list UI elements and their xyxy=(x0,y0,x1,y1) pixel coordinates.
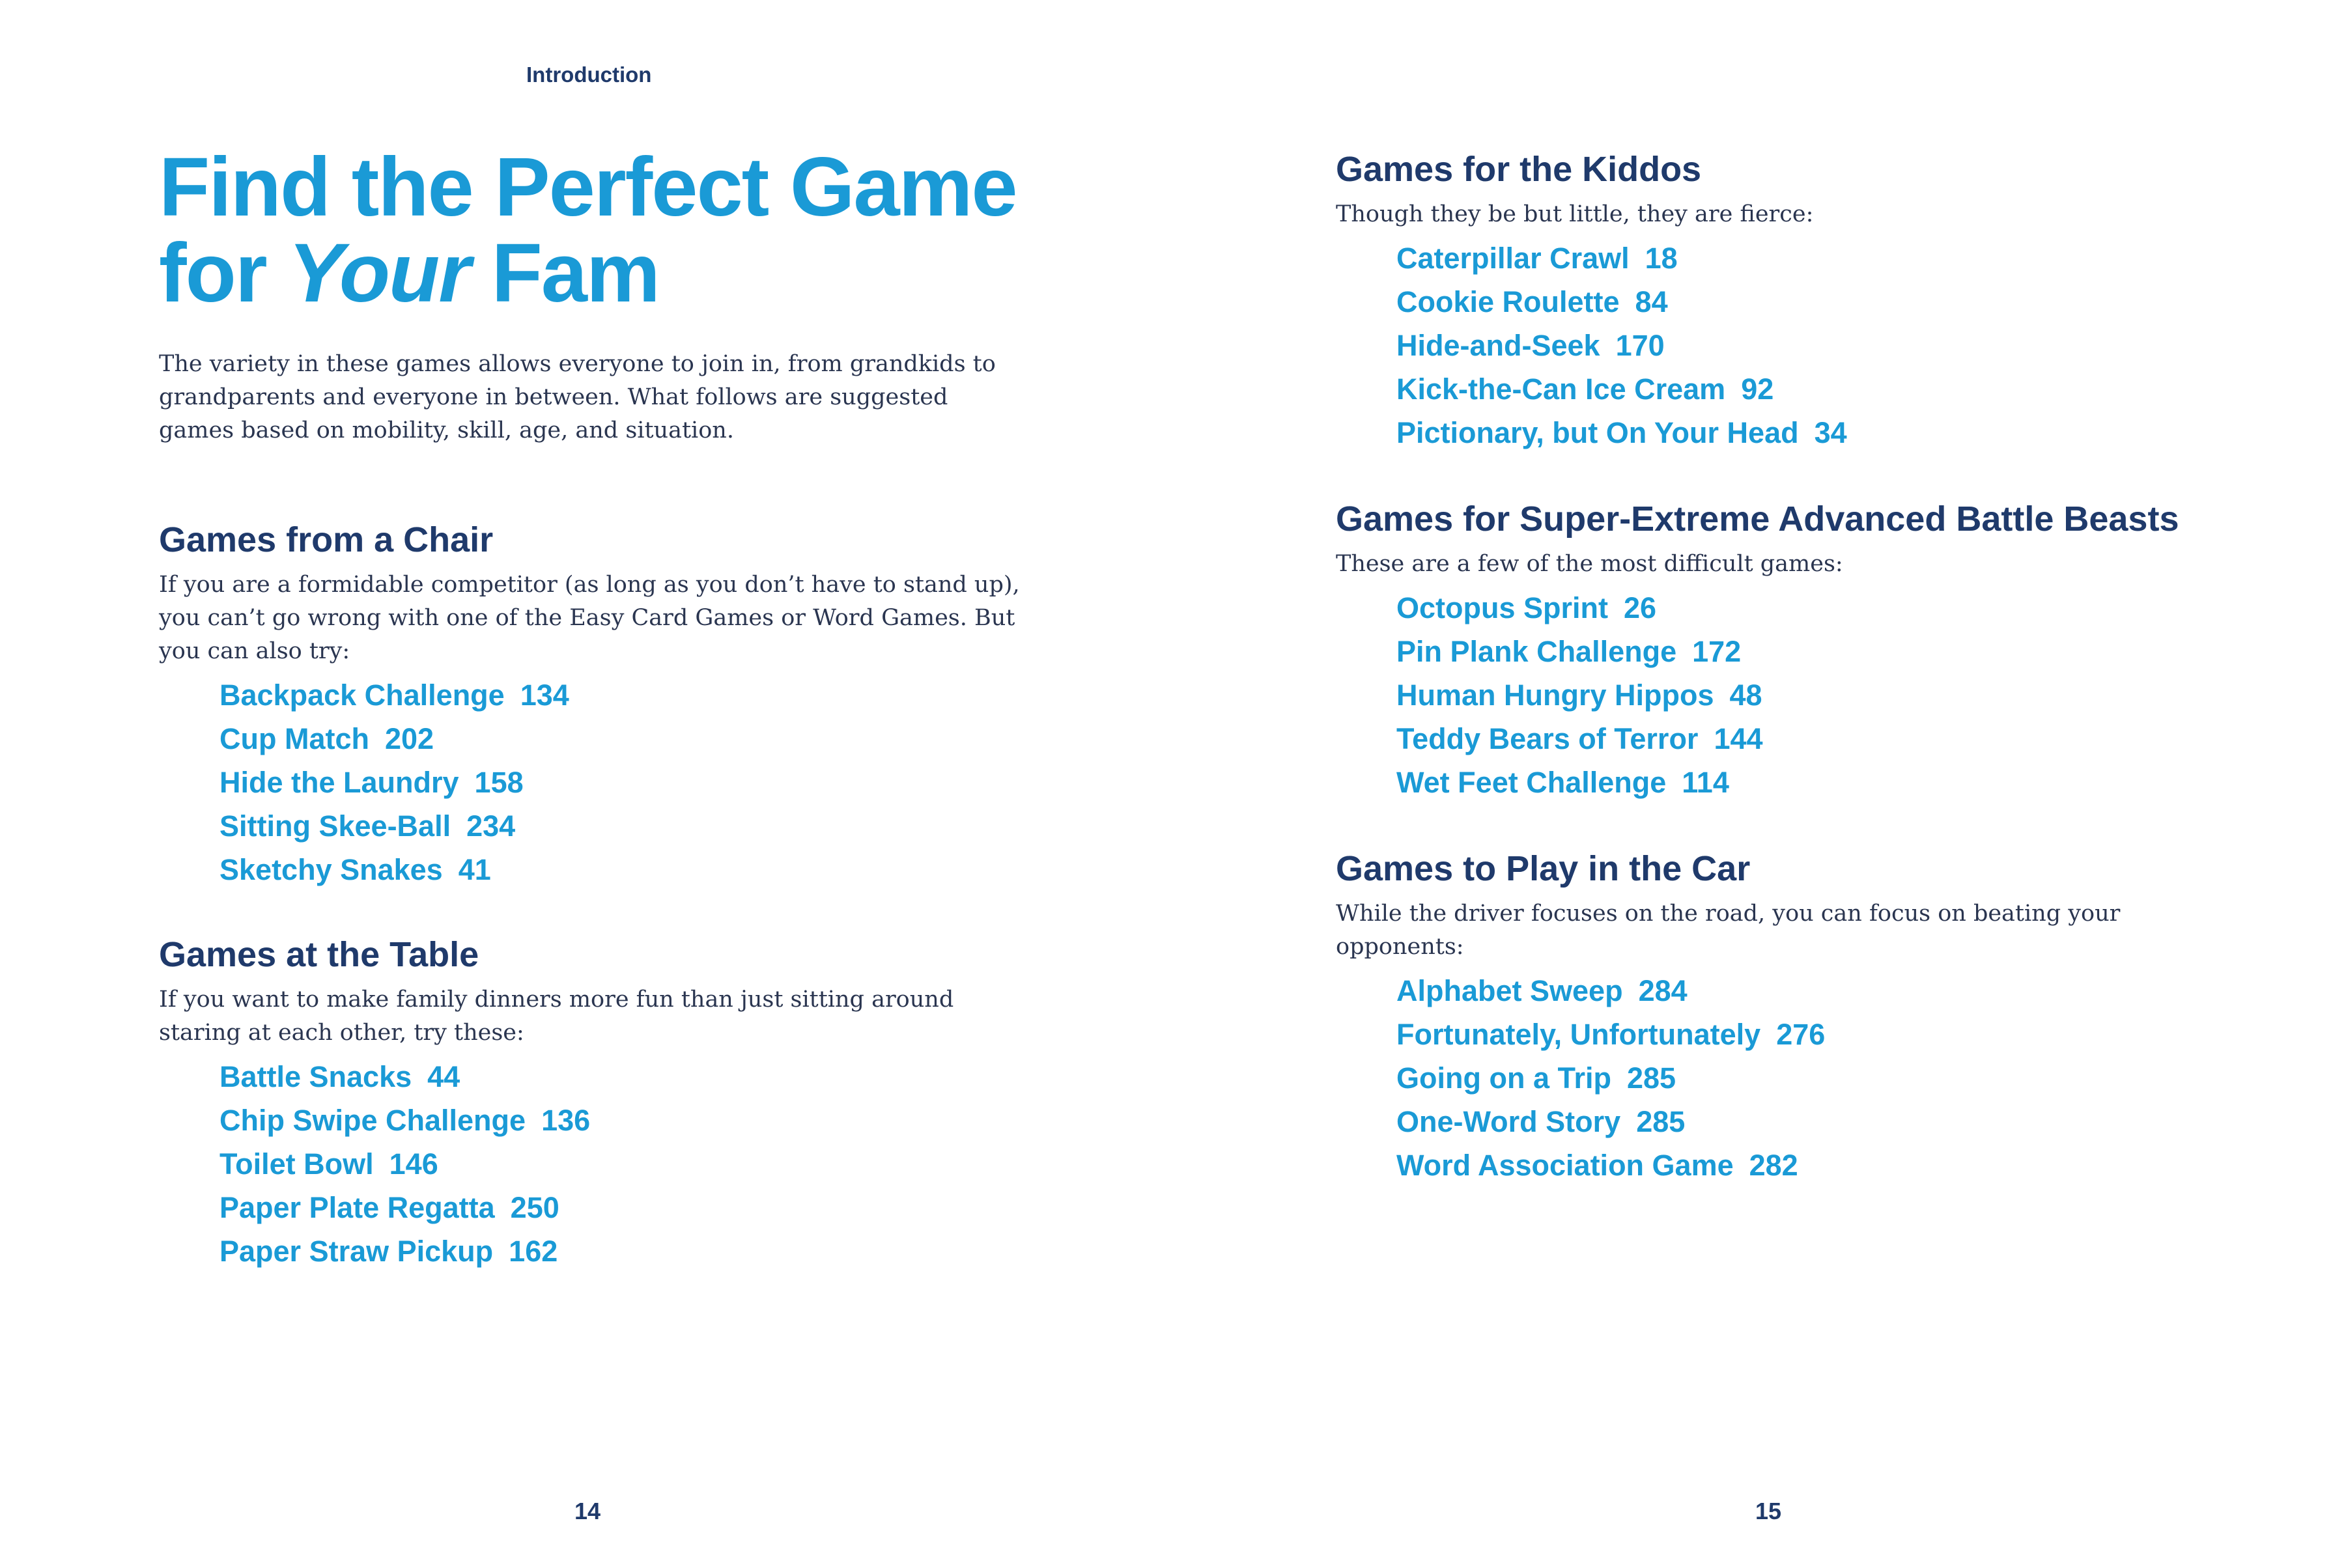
game-list-item xyxy=(1396,1056,2267,1100)
game-list-item xyxy=(219,1229,1090,1273)
section-heading: Games for Super-Extreme Advanced Battle Beasts xyxy=(1336,499,2179,539)
game-list xyxy=(1336,236,2267,455)
page-number: 15 xyxy=(1755,1498,1782,1524)
game-name: Toilet Bowl xyxy=(219,1147,374,1181)
section-description: If you are a formidable competitor (as long as you don’t have to stand up), you can’t go wrong with one of the Easy Card Games or Word Games. But you can also try: xyxy=(159,572,1020,664)
game-page-number: 48 xyxy=(1729,679,1762,712)
section-description: If you want to make family dinners more fun than just sitting around staring at each other, try these: xyxy=(159,987,954,1046)
game-name: Battle Snacks xyxy=(219,1060,412,1093)
section-heading: Games for the Kiddos xyxy=(1336,150,1702,189)
section-games-from-a-chair xyxy=(159,518,1090,891)
game-page-number: 26 xyxy=(1624,591,1657,624)
game-page-number: 18 xyxy=(1645,242,1678,275)
game-page-number: 202 xyxy=(385,722,434,755)
game-page-number: 158 xyxy=(474,766,524,799)
game-name: Caterpillar Crawl xyxy=(1396,242,1630,275)
game-page-number: 144 xyxy=(1714,722,1763,755)
game-list-item xyxy=(219,717,1090,761)
game-page-number: 172 xyxy=(1692,635,1742,668)
section-heading: Games from a Chair xyxy=(159,520,494,559)
game-list-item xyxy=(219,673,1090,717)
game-name: Octopus Sprint xyxy=(1396,591,1608,624)
game-list-item xyxy=(1396,673,2267,717)
game-name: Hide the Laundry xyxy=(219,766,459,799)
game-page-number: 84 xyxy=(1635,285,1668,318)
game-list-item xyxy=(1396,761,2267,804)
title-line-1: Find the Perfect Game xyxy=(159,141,1017,234)
game-name: Pin Plank Challenge xyxy=(1396,635,1677,668)
game-list xyxy=(1336,969,2267,1187)
game-page-number: 282 xyxy=(1749,1149,1798,1182)
page-title xyxy=(159,141,1103,320)
game-list-item xyxy=(1396,280,2267,324)
game-list-item xyxy=(1396,411,2267,455)
game-list-item xyxy=(1396,324,2267,367)
section-games-to-play-in-the-car xyxy=(1336,847,2267,1187)
title-line-2-pre: for xyxy=(159,227,289,320)
game-name: Kick-the-Can Ice Cream xyxy=(1396,372,1726,406)
game-page-number: 250 xyxy=(510,1191,559,1224)
game-list-item xyxy=(1396,969,2267,1013)
game-page-number: 92 xyxy=(1741,372,1774,406)
game-list xyxy=(1336,586,2267,804)
right-page xyxy=(1173,0,2346,1568)
game-list-item xyxy=(219,761,1090,804)
game-list-item xyxy=(219,1186,1090,1229)
page-number: 14 xyxy=(574,1498,601,1524)
game-name: Fortunately, Unfortunately xyxy=(1396,1018,1761,1051)
game-name: Hide-and-Seek xyxy=(1396,329,1600,362)
game-list xyxy=(159,673,1090,891)
section-games-for-the-kiddos xyxy=(1336,147,2267,455)
game-name: Going on a Trip xyxy=(1396,1061,1611,1095)
game-page-number: 146 xyxy=(389,1147,438,1181)
game-page-number: 284 xyxy=(1638,974,1688,1007)
game-list xyxy=(159,1055,1090,1273)
game-list-item xyxy=(1396,630,2267,673)
game-name: Word Association Game xyxy=(1396,1149,1734,1182)
intro-paragraph: The variety in these games allows everyone to join in, from grandkids to grandparents and everyone in between. What follows are suggested games based on mobility, skill, age, and situation. xyxy=(159,351,996,443)
game-name: Cookie Roulette xyxy=(1396,285,1620,318)
section-description: While the driver focuses on the road, you can focus on beating your opponents: xyxy=(1336,901,2121,960)
game-page-number: 170 xyxy=(1615,329,1665,362)
game-page-number: 114 xyxy=(1682,766,1729,799)
game-name: Pictionary, but On Your Head xyxy=(1396,416,1799,449)
game-page-number: 34 xyxy=(1814,416,1847,449)
game-list-item xyxy=(1396,367,2267,411)
game-page-number: 41 xyxy=(458,853,491,886)
section-games-for-battle-beasts xyxy=(1336,497,2267,804)
game-page-number: 276 xyxy=(1776,1018,1826,1051)
section-games-at-the-table xyxy=(159,932,1090,1273)
section-heading: Games at the Table xyxy=(159,935,479,974)
game-list-item xyxy=(1396,1013,2267,1056)
game-list-item xyxy=(1396,1100,2267,1143)
title-emphasis: Your xyxy=(288,227,470,320)
game-page-number: 134 xyxy=(520,679,569,712)
game-name: Sketchy Snakes xyxy=(219,853,443,886)
game-list-item xyxy=(1396,1143,2267,1187)
game-name: Paper Straw Pickup xyxy=(219,1235,494,1268)
game-page-number: 285 xyxy=(1636,1105,1686,1138)
game-list-item xyxy=(1396,586,2267,630)
section-heading: Games to Play in the Car xyxy=(1336,849,1751,888)
game-page-number: 136 xyxy=(541,1104,591,1137)
game-name: Backpack Challenge xyxy=(219,679,505,712)
game-name: Sitting Skee-Ball xyxy=(219,809,451,843)
game-page-number: 234 xyxy=(466,809,516,843)
game-page-number: 285 xyxy=(1627,1061,1676,1095)
title-line-2 xyxy=(159,227,1103,320)
game-name: One-Word Story xyxy=(1396,1105,1621,1138)
game-name: Wet Feet Challenge xyxy=(1396,766,1667,799)
section-description: Though they be but little, they are fierce: xyxy=(1336,201,1814,227)
game-name: Paper Plate Regatta xyxy=(219,1191,495,1224)
game-list-item xyxy=(219,1099,1090,1142)
game-name: Cup Match xyxy=(219,722,369,755)
title-line-2-post: Fam xyxy=(470,227,659,320)
game-name: Chip Swipe Challenge xyxy=(219,1104,526,1137)
game-list-item xyxy=(1396,717,2267,761)
game-name: Teddy Bears of Terror xyxy=(1396,722,1699,755)
game-list-item xyxy=(219,848,1090,891)
game-page-number: 162 xyxy=(509,1235,558,1268)
running-head: Introduction xyxy=(526,63,652,87)
game-name: Alphabet Sweep xyxy=(1396,974,1623,1007)
game-list-item xyxy=(219,1142,1090,1186)
section-description: These are a few of the most difficult games: xyxy=(1336,551,1843,577)
game-page-number: 44 xyxy=(427,1060,460,1093)
game-name: Human Hungry Hippos xyxy=(1396,679,1714,712)
game-list-item xyxy=(1396,236,2267,280)
game-list-item xyxy=(219,1055,1090,1099)
game-list-item xyxy=(219,804,1090,848)
